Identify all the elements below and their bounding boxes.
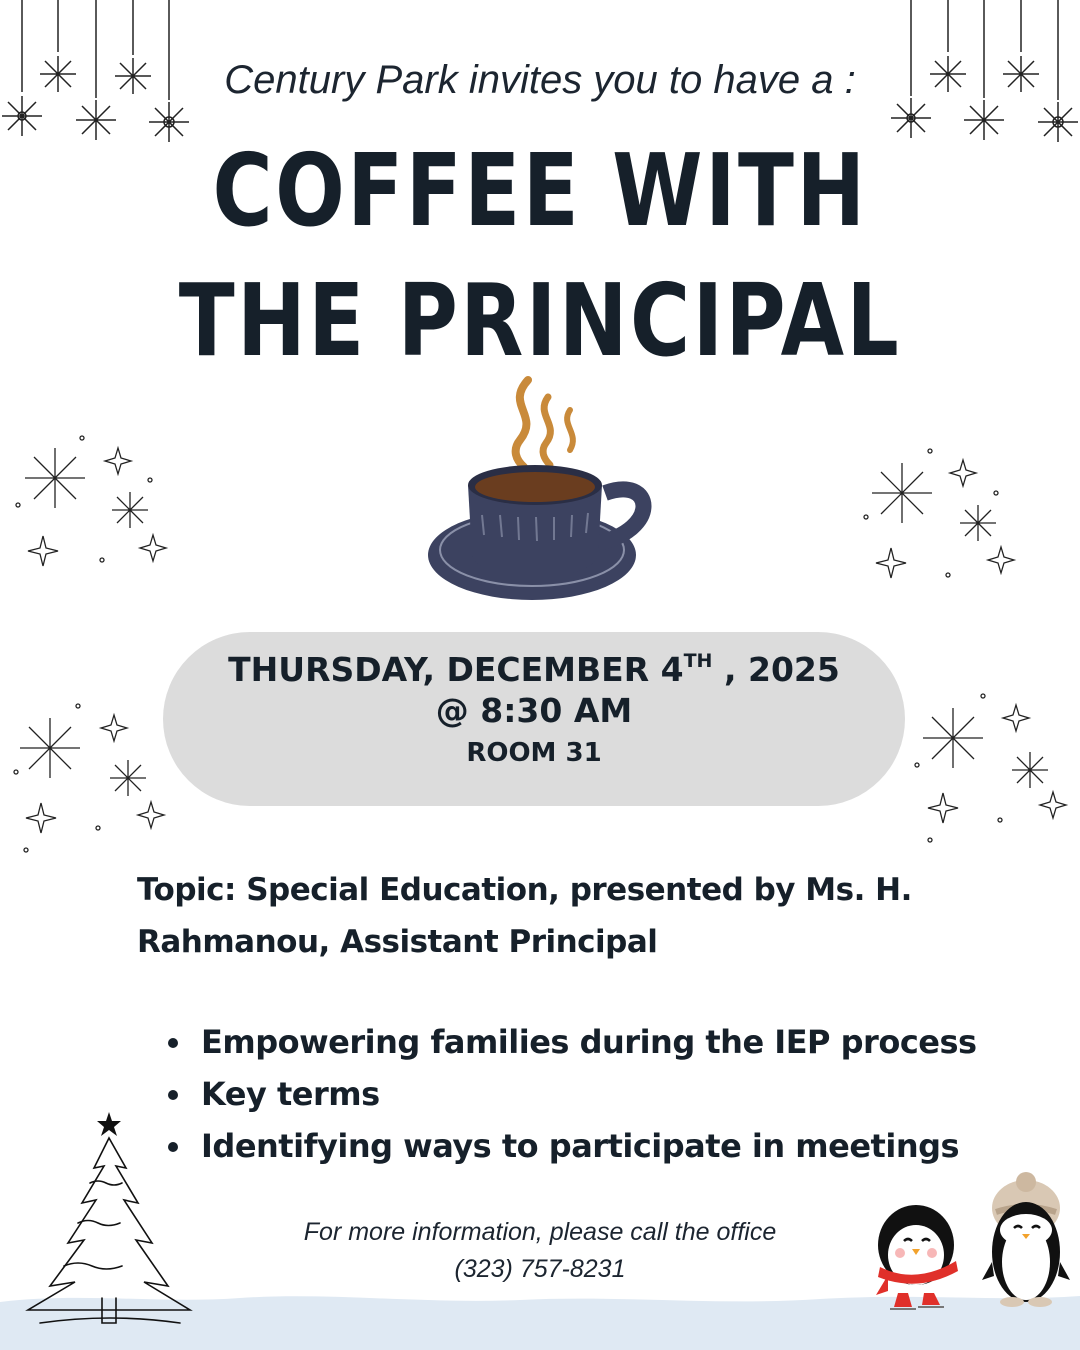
snowflake-icon bbox=[1038, 102, 1078, 142]
snowflake-icon bbox=[20, 718, 80, 778]
list-item: Identifying ways to participate in meetings bbox=[165, 1120, 1065, 1172]
snowflake-cluster-right-top bbox=[860, 445, 1030, 605]
snowflake-icon bbox=[1012, 752, 1048, 788]
penguin-icon bbox=[978, 1172, 1073, 1312]
snowflake-icon bbox=[872, 463, 932, 523]
event-date-year: , 2025 bbox=[712, 650, 840, 689]
list-item: Key terms bbox=[165, 1068, 1065, 1120]
event-details bbox=[163, 632, 905, 806]
topic-bullet-list bbox=[165, 1016, 1065, 1172]
invitation-subtitle: Century Park invites you to have a : bbox=[224, 58, 856, 102]
topic-description: Topic: Special Education, presented by Ms. H. Rahmanou, Assistant Principal bbox=[137, 872, 912, 960]
penguin-icon bbox=[868, 1195, 968, 1315]
snowflake-icon bbox=[923, 708, 983, 768]
list-item: Empowering families during the IEP process bbox=[165, 1016, 1065, 1068]
snowflake-icon bbox=[960, 505, 996, 541]
snowflake-cluster-left-top bbox=[10, 430, 180, 590]
headline-line-1: COFFEE WITH bbox=[212, 132, 868, 249]
snowflake-icon bbox=[110, 760, 146, 796]
snowflake-icon bbox=[25, 448, 85, 508]
event-date-main: THURSDAY, DECEMBER 4 bbox=[228, 650, 684, 689]
event-room: ROOM 31 bbox=[466, 738, 602, 768]
headline-line-2: THE PRINCIPAL bbox=[178, 262, 902, 379]
snowflake-cluster-left-mid bbox=[8, 700, 178, 860]
snowflake-icon bbox=[112, 492, 148, 528]
event-time: @ 8:30 AM bbox=[435, 691, 633, 730]
event-date-suffix: TH bbox=[683, 650, 713, 672]
event-date bbox=[163, 650, 905, 689]
snowflake-cluster-right-mid bbox=[905, 690, 1075, 850]
coffee-cup-icon bbox=[420, 375, 660, 610]
footer-info: For more information, please call the office bbox=[303, 1218, 777, 1246]
footer-phone: (323) 757-8231 bbox=[454, 1255, 626, 1283]
